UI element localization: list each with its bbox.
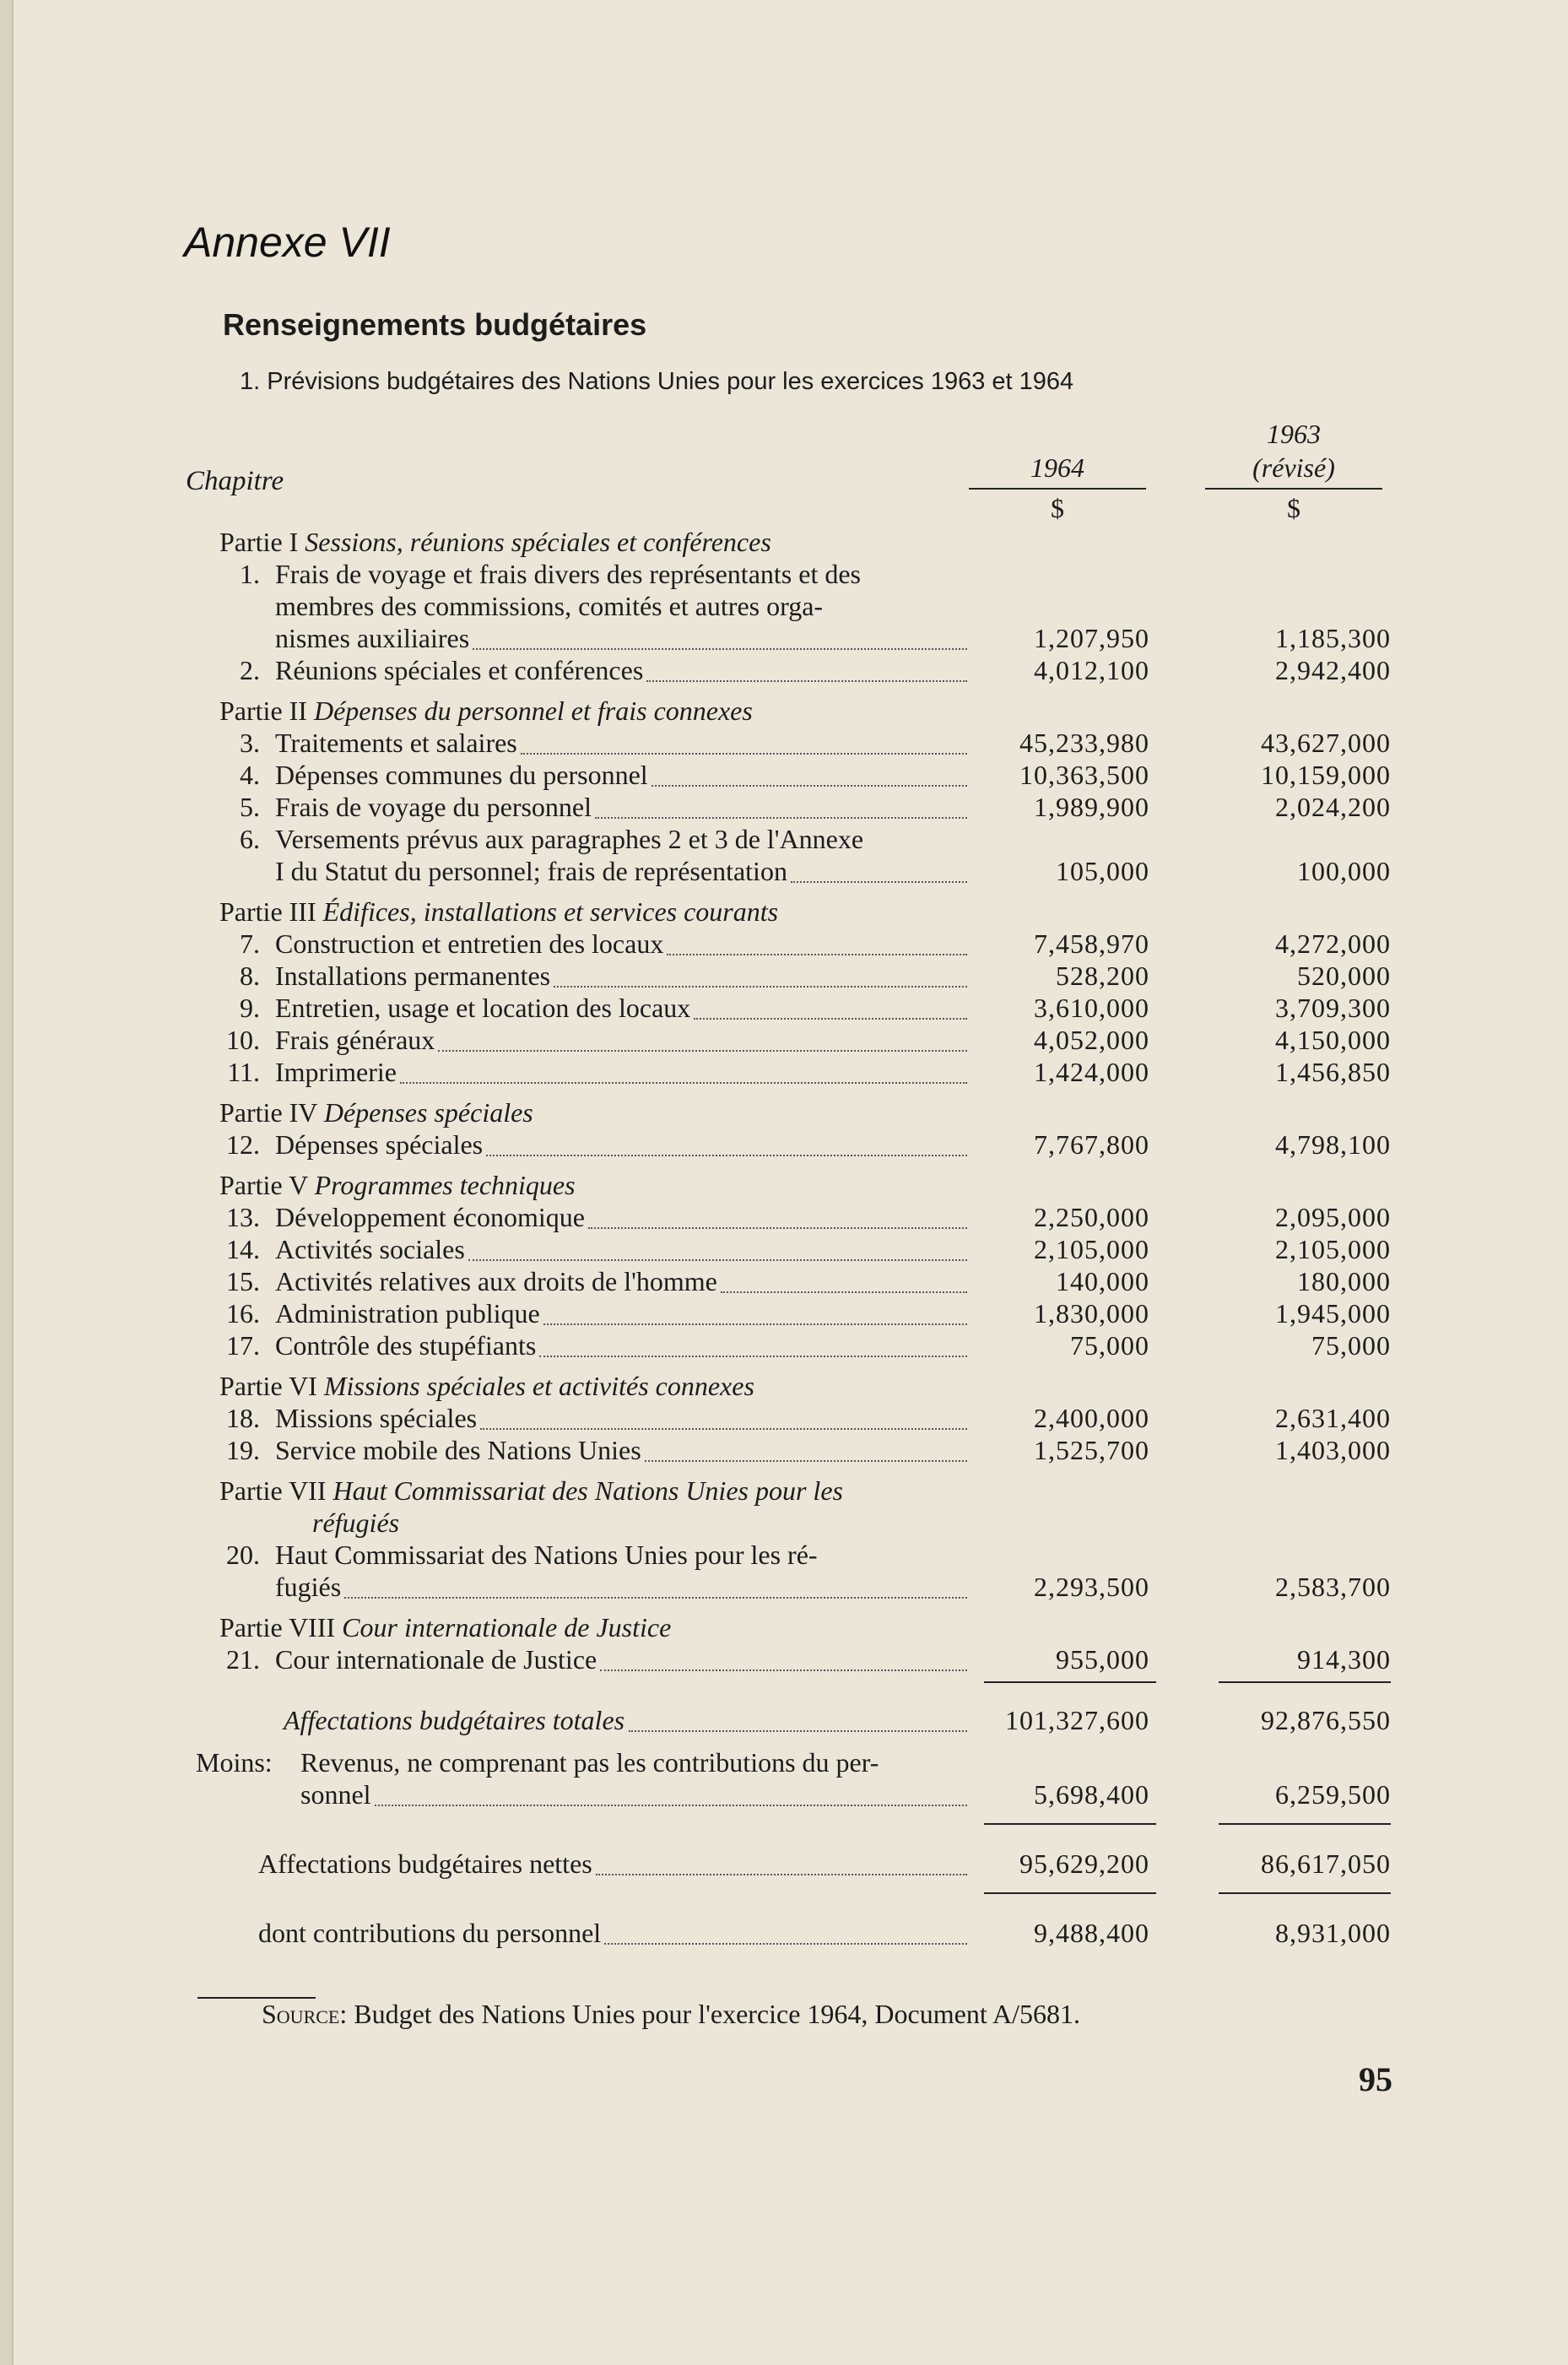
value-1963: 2,105,000 (1275, 1234, 1391, 1264)
part-heading (219, 1097, 533, 1128)
value-1964: 4,052,000 (1034, 1025, 1149, 1055)
part-prefix: Partie VI (219, 1371, 324, 1401)
table-title: 1. Prévisions budgétaires des Nations Unies pour les exercices 1963 et 1964 (240, 368, 1074, 395)
part-heading (219, 1612, 671, 1643)
column-header-chapter: Chapitre (186, 466, 284, 496)
item-number: 13. (226, 1202, 260, 1232)
part-title: Édifices, installations et services courants (322, 896, 779, 927)
value-1964: 2,400,000 (1034, 1403, 1149, 1433)
value-1964: 528,200 (1056, 961, 1149, 991)
annex-title: Annexe VII (184, 219, 391, 266)
value-1964: 2,293,500 (1034, 1572, 1149, 1602)
item-label: Traitements et salaires (275, 728, 517, 758)
value-1963: 4,272,000 (1275, 928, 1391, 959)
value-1964: 140,000 (1056, 1266, 1149, 1296)
value-1964: 45,233,980 (1019, 728, 1149, 758)
value-1964: 1,207,950 (1034, 623, 1149, 653)
part-prefix: Partie III (219, 896, 323, 927)
section-title: Renseignements budgétaires (223, 307, 647, 342)
leader-dots (468, 1259, 967, 1261)
item-label: Frais de voyage du personnel (275, 792, 592, 822)
leader-dots (588, 1227, 967, 1229)
part-heading (219, 695, 753, 727)
value-1964: 955,000 (1056, 1644, 1149, 1675)
value-1964: 4,012,100 (1034, 655, 1149, 685)
total-label: Affectations budgétaires totales (284, 1705, 625, 1735)
value-1964: 7,767,800 (1034, 1129, 1149, 1160)
item-number: 6. (240, 824, 260, 854)
item-number: 2. (240, 655, 260, 685)
part-prefix: Partie II (219, 695, 314, 726)
value-1964: 105,000 (1056, 856, 1149, 886)
item-label: Versements prévus aux paragraphes 2 et 3 de l'Annexe (275, 824, 864, 854)
leader-dots (554, 986, 967, 988)
value-1963: 1,403,000 (1275, 1435, 1391, 1465)
part-title: Sessions, réunions spéciales et conférences (305, 527, 771, 557)
total-value-1964: 9,488,400 (1034, 1918, 1149, 1948)
item-label: Dépenses communes du personnel (275, 760, 648, 790)
leader-dots (721, 1291, 967, 1293)
item-label: Contrôle des stupéfiants (275, 1330, 537, 1361)
leader-dots (629, 1730, 967, 1732)
value-1963: 1,945,000 (1275, 1298, 1391, 1329)
value-1963: 75,000 (1311, 1330, 1391, 1361)
column-header-1964: 1964 (1030, 452, 1084, 483)
item-number: 9. (240, 993, 260, 1023)
item-number: 16. (226, 1298, 260, 1329)
value-1963: 1,185,300 (1275, 623, 1391, 653)
value-1963: 2,631,400 (1275, 1403, 1391, 1433)
sum-rule (984, 1681, 1156, 1683)
leader-dots (645, 1460, 967, 1462)
sum-rule (1219, 1823, 1391, 1825)
part-prefix: Partie VII (219, 1475, 333, 1506)
item-label: I du Statut du personnel; frais de représentation (275, 856, 787, 886)
value-1963: 180,000 (1297, 1266, 1391, 1296)
value-1963: 10,159,000 (1261, 760, 1391, 790)
currency-1964: $ (1051, 493, 1064, 523)
leader-dots (480, 1428, 967, 1430)
item-number: 5. (240, 792, 260, 822)
part-prefix: Partie I (219, 527, 305, 557)
total-value-1963: 92,876,550 (1261, 1705, 1391, 1735)
part-title-continued: réfugiés (312, 1507, 400, 1538)
item-number: 17. (226, 1330, 260, 1361)
source-label: Source: (262, 1999, 348, 2029)
leader-dots (791, 881, 967, 883)
value-1963: 4,150,000 (1275, 1025, 1391, 1055)
part-heading (219, 1475, 843, 1507)
part-title: Cour internationale de Justice (342, 1612, 672, 1643)
total-value-1963: 8,931,000 (1275, 1918, 1391, 1948)
item-number: 8. (240, 961, 260, 991)
value-1963: 43,627,000 (1261, 728, 1391, 758)
part-title: Haut Commissariat des Nations Unies pour les (333, 1475, 843, 1506)
leader-dots (400, 1082, 967, 1084)
part-title: Missions spéciales et activités connexes (323, 1371, 754, 1401)
item-label: Activités relatives aux droits de l'homme (275, 1266, 717, 1296)
leader-dots (596, 1874, 967, 1875)
value-1964: 2,105,000 (1034, 1234, 1149, 1264)
column-header-1963-note: (révisé) (1252, 452, 1335, 483)
value-1963: 100,000 (1297, 856, 1391, 886)
header-rule-1963 (1205, 488, 1382, 490)
page-number: 95 (1359, 2060, 1392, 2098)
part-title: Programmes techniques (314, 1170, 576, 1200)
value-1963: 520,000 (1297, 961, 1391, 991)
sum-rule (984, 1823, 1156, 1825)
less-label: Revenus, ne comprenant pas les contributions du per- (300, 1747, 879, 1778)
item-label: Activités sociales (275, 1234, 465, 1264)
value-1963: 3,709,300 (1275, 993, 1391, 1023)
sum-rule (1219, 1892, 1391, 1894)
item-number: 4. (240, 760, 260, 790)
leader-dots (344, 1597, 967, 1599)
item-number: 15. (226, 1266, 260, 1296)
value-1963: 2,024,200 (1275, 792, 1391, 822)
part-title: Dépenses du personnel et frais connexes (313, 695, 753, 726)
value-1964: 1,525,700 (1034, 1435, 1149, 1465)
value-1963: 914,300 (1297, 1644, 1391, 1675)
item-number: 7. (240, 928, 260, 959)
item-label: Administration publique (275, 1298, 540, 1329)
sum-rule (1219, 1681, 1391, 1683)
total-value-1963: 6,259,500 (1275, 1779, 1391, 1810)
item-label: Développement économique (275, 1202, 585, 1232)
item-label: Imprimerie (275, 1057, 397, 1087)
item-label: Réunions spéciales et conférences (275, 655, 644, 685)
leader-dots (604, 1943, 967, 1945)
value-1964: 7,458,970 (1034, 928, 1149, 959)
item-number: 10. (226, 1025, 260, 1055)
leader-dots (694, 1018, 967, 1020)
value-1964: 1,830,000 (1034, 1298, 1149, 1329)
total-value-1964: 101,327,600 (1005, 1705, 1149, 1735)
currency-1963: $ (1287, 493, 1300, 523)
column-header-1963-year: 1963 (1267, 419, 1321, 449)
item-number: 19. (226, 1435, 260, 1465)
value-1963: 4,798,100 (1275, 1129, 1391, 1160)
item-label: Missions spéciales (275, 1403, 478, 1433)
leader-dots (438, 1050, 967, 1052)
leader-dots (521, 753, 967, 755)
leader-dots (646, 680, 967, 682)
part-title: Dépenses spéciales (323, 1097, 533, 1128)
item-label: Dépenses spéciales (275, 1129, 484, 1160)
item-label: membres des commissions, comités et autres orga- (275, 591, 824, 621)
item-label: fugiés (275, 1572, 342, 1602)
leader-dots (539, 1356, 967, 1357)
value-1964: 2,250,000 (1034, 1202, 1149, 1232)
value-1964: 1,424,000 (1034, 1057, 1149, 1087)
item-label: nismes auxiliaires (275, 623, 470, 653)
value-1963: 2,942,400 (1275, 655, 1391, 685)
part-heading (219, 1170, 576, 1201)
leader-dots (473, 648, 967, 650)
source-note (262, 1999, 1080, 2030)
value-1964: 10,363,500 (1019, 760, 1149, 790)
item-number: 14. (226, 1234, 260, 1264)
page-edge (0, 0, 14, 2365)
item-number: 12. (226, 1129, 260, 1160)
part-heading (219, 527, 771, 558)
item-label: Entretien, usage et location des locaux (275, 993, 691, 1023)
total-value-1963: 86,617,050 (1261, 1848, 1391, 1879)
total-value-1964: 5,698,400 (1034, 1779, 1149, 1810)
item-number: 3. (240, 728, 260, 758)
item-label: Installations permanentes (275, 961, 551, 991)
part-prefix: Partie VIII (219, 1612, 343, 1643)
item-label: Construction et entretien des locaux (275, 928, 664, 959)
value-1964: 75,000 (1070, 1330, 1149, 1361)
item-label: Frais généraux (275, 1025, 435, 1055)
total-label: Affectations budgétaires nettes (258, 1848, 592, 1879)
value-1963: 2,095,000 (1275, 1202, 1391, 1232)
item-number: 1. (240, 559, 260, 589)
part-prefix: Partie V (219, 1170, 315, 1200)
value-1963: 2,583,700 (1275, 1572, 1391, 1602)
leader-dots (652, 785, 967, 787)
leader-dots (543, 1323, 967, 1325)
source-text: Budget des Nations Unies pour l'exercice 1964, Document A/5681. (354, 1999, 1080, 2029)
item-number: 20. (226, 1540, 260, 1570)
sum-rule (984, 1892, 1156, 1894)
item-label: Frais de voyage et frais divers des représentants et des (275, 559, 861, 589)
value-1964: 1,989,900 (1034, 792, 1149, 822)
value-1963: 1,456,850 (1275, 1057, 1391, 1087)
part-prefix: Partie IV (219, 1097, 324, 1128)
item-label: Cour internationale de Justice (275, 1644, 597, 1675)
leader-dots (595, 817, 967, 819)
leader-dots (486, 1155, 967, 1156)
total-label: sonnel (300, 1779, 371, 1810)
total-label: dont contributions du personnel (258, 1918, 602, 1948)
leader-dots (600, 1670, 967, 1671)
leader-dots (375, 1805, 967, 1806)
value-1964: 3,610,000 (1034, 993, 1149, 1023)
leader-dots (667, 954, 967, 955)
column-header-1963 (1205, 417, 1382, 484)
item-number: 21. (226, 1644, 260, 1675)
total-value-1964: 95,629,200 (1019, 1848, 1149, 1879)
header-rule-1964 (969, 488, 1146, 490)
item-number: 18. (226, 1403, 260, 1433)
item-number: 11. (227, 1057, 260, 1087)
part-heading (219, 1371, 754, 1402)
part-heading (219, 896, 778, 928)
item-label: Service mobile des Nations Unies (275, 1435, 641, 1465)
less-prefix: Moins: (196, 1747, 273, 1778)
item-label: Haut Commissariat des Nations Unies pour les ré- (275, 1540, 818, 1570)
